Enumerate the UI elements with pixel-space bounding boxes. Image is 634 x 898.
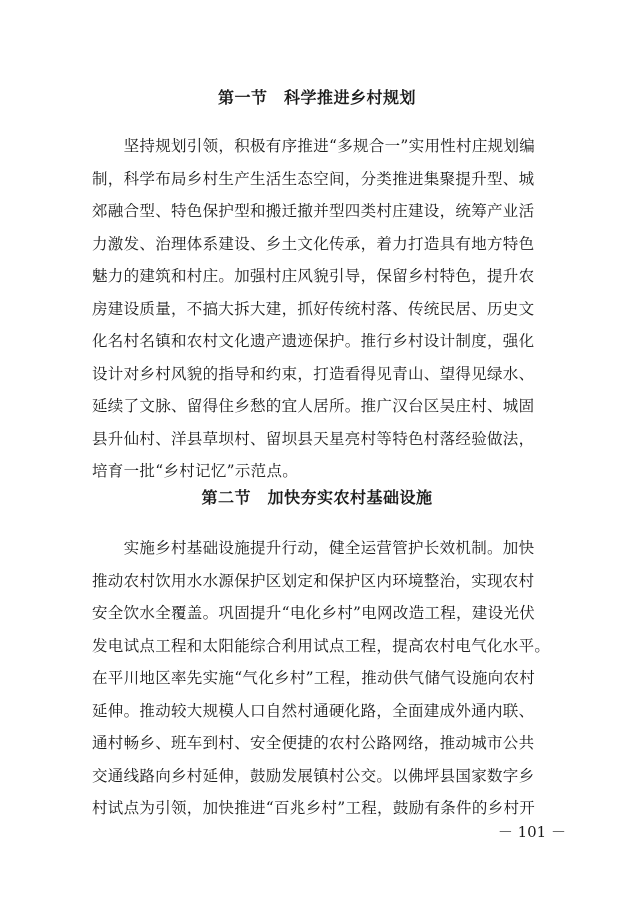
paragraph-line: 制，科学布局乡村生产生活生态空间，分类推进集聚提升型、城 <box>92 169 535 188</box>
paragraph-line: 郊融合型、特色保护型和搬迁撤并型四类村庄建设，统筹产业活 <box>92 202 535 220</box>
section-2-body <box>92 532 552 825</box>
paragraph-line: 通村畅乡、班车到村、安全便捷的农村公路网络，推动城市公共 <box>92 734 535 752</box>
section-heading-1: 第一节 科学推进乡村规划 <box>217 88 416 107</box>
paragraph-line: 县升仙村、洋县草坝村、留坝县天星亮村等特色村落经验做法， <box>92 429 535 448</box>
page-number: － 101 － <box>497 823 566 841</box>
paragraph-line: 延续了文脉、留得住乡愁的宜人居所。推广汉台区吴庄村、城固 <box>92 397 535 415</box>
section-heading-2: 第二节 加快夯实农村基础设施 <box>201 488 433 507</box>
paragraph-line: 发电试点工程和太阳能综合利用试点工程，提高农村电气化水平。 <box>92 636 551 655</box>
paragraph-line: 坚持规划引领，积极有序推进“多规合一”实用性村庄规划编 <box>92 137 536 155</box>
paragraph-line: 魅力的建筑和村庄。加强村庄风貌引导，保留乡村特色，提升农 <box>92 267 535 285</box>
paragraph-line: 延伸。推动较大规模人口自然村通硬化路，全面建成外通内联、 <box>92 701 535 720</box>
paragraph-line: 房建设质量，不搞大拆大建，抓好传统村落、传统民居、历史文 <box>92 299 535 318</box>
paragraph-line: 村试点为引领，加快推进“百兆乡村”工程，鼓励有条件的乡村开 <box>92 799 536 817</box>
paragraph-line: 在平川地区率先实施“气化乡村”工程，推动供气储气设施向农村 <box>92 669 536 687</box>
paragraph-line: 力激发、治理体系建设、乡土文化传承，着力打造具有地方特色 <box>92 234 535 253</box>
paragraph-line: 设计对乡村风貌的指导和约束，打造看得见青山、望得见绿水、 <box>92 364 535 383</box>
paragraph-line: 安全饮水全覆盖。巩固提升“电化乡村”电网改造工程，建设光伏 <box>92 604 536 622</box>
section-1-body <box>92 130 552 488</box>
paragraph-line: 推动农村饮用水水源保护区划定和保护区内环境整治，实现农村 <box>92 571 535 590</box>
paragraph-line: 培育一批“乡村记忆”示范点。 <box>92 462 299 480</box>
paragraph-line: 交通线路向乡村延伸，鼓励发展镇村公交。以佛坪县国家数字乡 <box>92 766 535 785</box>
paragraph-line: 化名村名镇和农村文化遗产遗迹保护。推行乡村设计制度，强化 <box>92 332 535 350</box>
paragraph-line: 实施乡村基础设施提升行动，健全运营管护长效机制。加快 <box>92 539 535 557</box>
